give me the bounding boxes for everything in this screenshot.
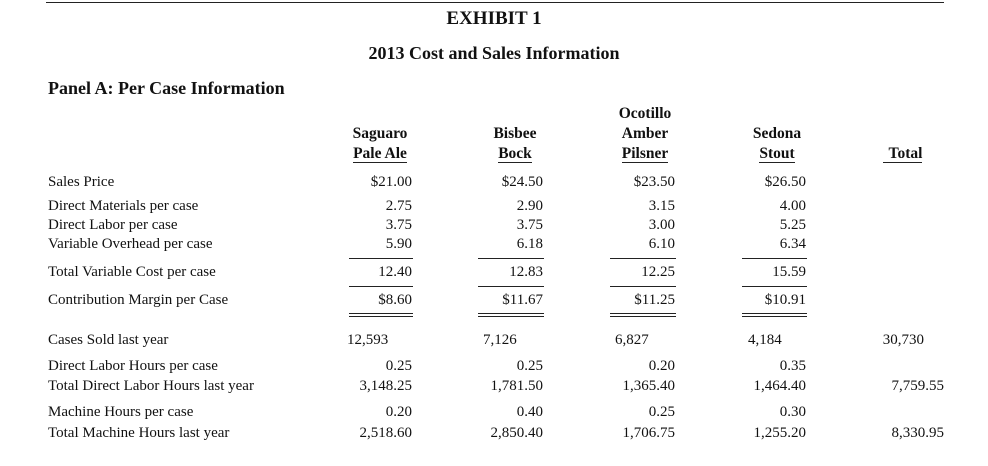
column-header-line3: [595, 144, 695, 164]
panel-title: Panel A: Per Case Information: [48, 78, 285, 98]
subtotal-rule: [610, 286, 676, 287]
top-rule: [46, 2, 944, 3]
row-label-variable-overhead: Variable Overhead per case: [48, 236, 213, 252]
column-header-label: Stout: [759, 145, 795, 162]
cell-total-machine-hours-ocotillo: 1,706.75: [622, 425, 675, 441]
row-label-dl-hours-per-case: Direct Labor Hours per case: [48, 358, 218, 374]
row-label-total-dl-hours: Total Direct Labor Hours last year: [48, 378, 254, 394]
row-label-machine-hours-per-case: Machine Hours per case: [48, 404, 194, 420]
subtotal-rule: [349, 258, 413, 259]
total-double-rule: [610, 313, 676, 317]
cell-total-dl-hours-ocotillo: 1,365.40: [622, 378, 675, 394]
row-label-cases-sold: Cases Sold last year: [48, 332, 169, 348]
cell-direct-labor-sedona: 5.25: [779, 217, 806, 233]
column-header-label: Pale Ale: [353, 145, 407, 162]
column-header-line2: Saguaro: [352, 125, 408, 142]
cell-cases-sold-sedona: 4,184: [748, 332, 782, 348]
cell-total-dl-hours-total: 7,759.55: [891, 378, 944, 394]
subtotal-rule: [742, 286, 807, 287]
subtotal-rule: [349, 286, 413, 287]
cell-contribution-margin-bisbee: $11.67: [502, 292, 543, 308]
row-label-direct-materials: Direct Materials per case: [48, 198, 199, 214]
cell-total-machine-hours-sedona: 1,255.20: [753, 425, 806, 441]
exhibit-title: EXHIBIT 1: [446, 8, 542, 29]
cell-machine-hours-per-case-ocotillo: 0.25: [648, 404, 675, 420]
cell-variable-overhead-sedona: 6.34: [779, 236, 806, 252]
column-header-label: Total: [883, 145, 923, 163]
cell-total-variable-cost-saguaro: 12.40: [378, 264, 412, 280]
cell-variable-overhead-saguaro: 5.90: [385, 236, 412, 252]
cell-total-machine-hours-total: 8,330.95: [891, 425, 944, 441]
cell-total-dl-hours-saguaro: 3,148.25: [359, 378, 412, 394]
cell-variable-overhead-ocotillo: 6.10: [648, 236, 675, 252]
cell-machine-hours-per-case-saguaro: 0.20: [385, 404, 412, 420]
cell-dl-hours-per-case-sedona: 0.35: [779, 358, 806, 374]
cell-direct-materials-bisbee: 2.90: [516, 198, 543, 214]
cell-contribution-margin-sedona: $10.91: [764, 292, 806, 308]
cell-total-dl-hours-sedona: 1,464.40: [753, 378, 806, 394]
cell-cases-sold-saguaro: 12,593: [347, 332, 389, 348]
row-label-contribution-margin: Contribution Margin per Case: [48, 292, 229, 308]
column-header-line3: [330, 144, 430, 164]
column-header-line1: [465, 104, 565, 124]
row-label-total-machine-hours: Total Machine Hours last year: [48, 425, 230, 441]
cell-machine-hours-per-case-sedona: 0.30: [779, 404, 806, 420]
column-header-line1: [330, 104, 430, 124]
cell-contribution-margin-saguaro: $8.60: [378, 292, 412, 308]
cell-total-machine-hours-saguaro: 2,518.60: [359, 425, 412, 441]
column-header-saguaro: [330, 104, 430, 164]
cell-sales-price-ocotillo: $23.50: [633, 174, 675, 190]
cell-cases-sold-bisbee: 7,126: [483, 332, 517, 348]
column-header-label: Pilsner: [621, 145, 669, 162]
cell-variable-overhead-bisbee: 6.18: [516, 236, 543, 252]
total-double-rule: [478, 313, 544, 317]
total-double-rule: [742, 313, 807, 317]
cell-direct-materials-sedona: 4.00: [779, 198, 806, 214]
subtotal-rule: [610, 258, 676, 259]
column-header-line3: [727, 144, 827, 164]
column-header-line2: Bisbee: [493, 125, 537, 142]
subtotal-rule: [742, 258, 807, 259]
column-header-line1: Ocotillo: [618, 105, 672, 122]
cell-direct-materials-ocotillo: 3.15: [648, 198, 675, 214]
column-header-line1: [860, 104, 945, 124]
cell-total-variable-cost-sedona: 15.59: [772, 264, 806, 280]
cell-machine-hours-per-case-bisbee: 0.40: [516, 404, 543, 420]
cell-direct-labor-ocotillo: 3.00: [648, 217, 675, 233]
cell-cases-sold-ocotillo: 6,827: [615, 332, 649, 348]
cell-total-machine-hours-bisbee: 2,850.40: [490, 425, 543, 441]
cell-total-variable-cost-ocotillo: 12.25: [641, 264, 675, 280]
cell-dl-hours-per-case-ocotillo: 0.20: [648, 358, 675, 374]
cell-dl-hours-per-case-saguaro: 0.25: [385, 358, 412, 374]
column-header-total: [860, 104, 945, 164]
column-header-line3: [860, 144, 945, 164]
total-double-rule: [349, 313, 413, 317]
subtotal-rule: [478, 286, 544, 287]
column-header-line3: [465, 144, 565, 164]
column-header-bisbee: [465, 104, 565, 164]
cell-sales-price-saguaro: $21.00: [370, 174, 412, 190]
cell-direct-materials-saguaro: 2.75: [385, 198, 412, 214]
column-header-ocotillo: [595, 104, 695, 164]
cell-sales-price-sedona: $26.50: [764, 174, 806, 190]
cell-sales-price-bisbee: $24.50: [501, 174, 543, 190]
column-header-label: Bock: [498, 145, 532, 162]
cell-direct-labor-saguaro: 3.75: [385, 217, 412, 233]
row-label-total-variable-cost: Total Variable Cost per case: [48, 264, 216, 280]
column-header-line2: Amber: [621, 125, 669, 142]
cell-dl-hours-per-case-bisbee: 0.25: [516, 358, 543, 374]
column-header-line2: [860, 124, 945, 144]
subtotal-rule: [478, 258, 544, 259]
row-label-sales-price: Sales Price: [48, 174, 115, 190]
row-label-direct-labor: Direct Labor per case: [48, 217, 178, 233]
cell-cases-sold-total: 30,730: [882, 332, 924, 348]
cell-direct-labor-bisbee: 3.75: [516, 217, 543, 233]
column-header-line1: [727, 104, 827, 124]
exhibit-subtitle: 2013 Cost and Sales Information: [368, 43, 620, 63]
column-header-sedona: [727, 104, 827, 164]
cell-total-dl-hours-bisbee: 1,781.50: [490, 378, 543, 394]
column-header-line2: Sedona: [752, 125, 802, 142]
cell-total-variable-cost-bisbee: 12.83: [509, 264, 543, 280]
cell-contribution-margin-ocotillo: $11.25: [634, 292, 675, 308]
